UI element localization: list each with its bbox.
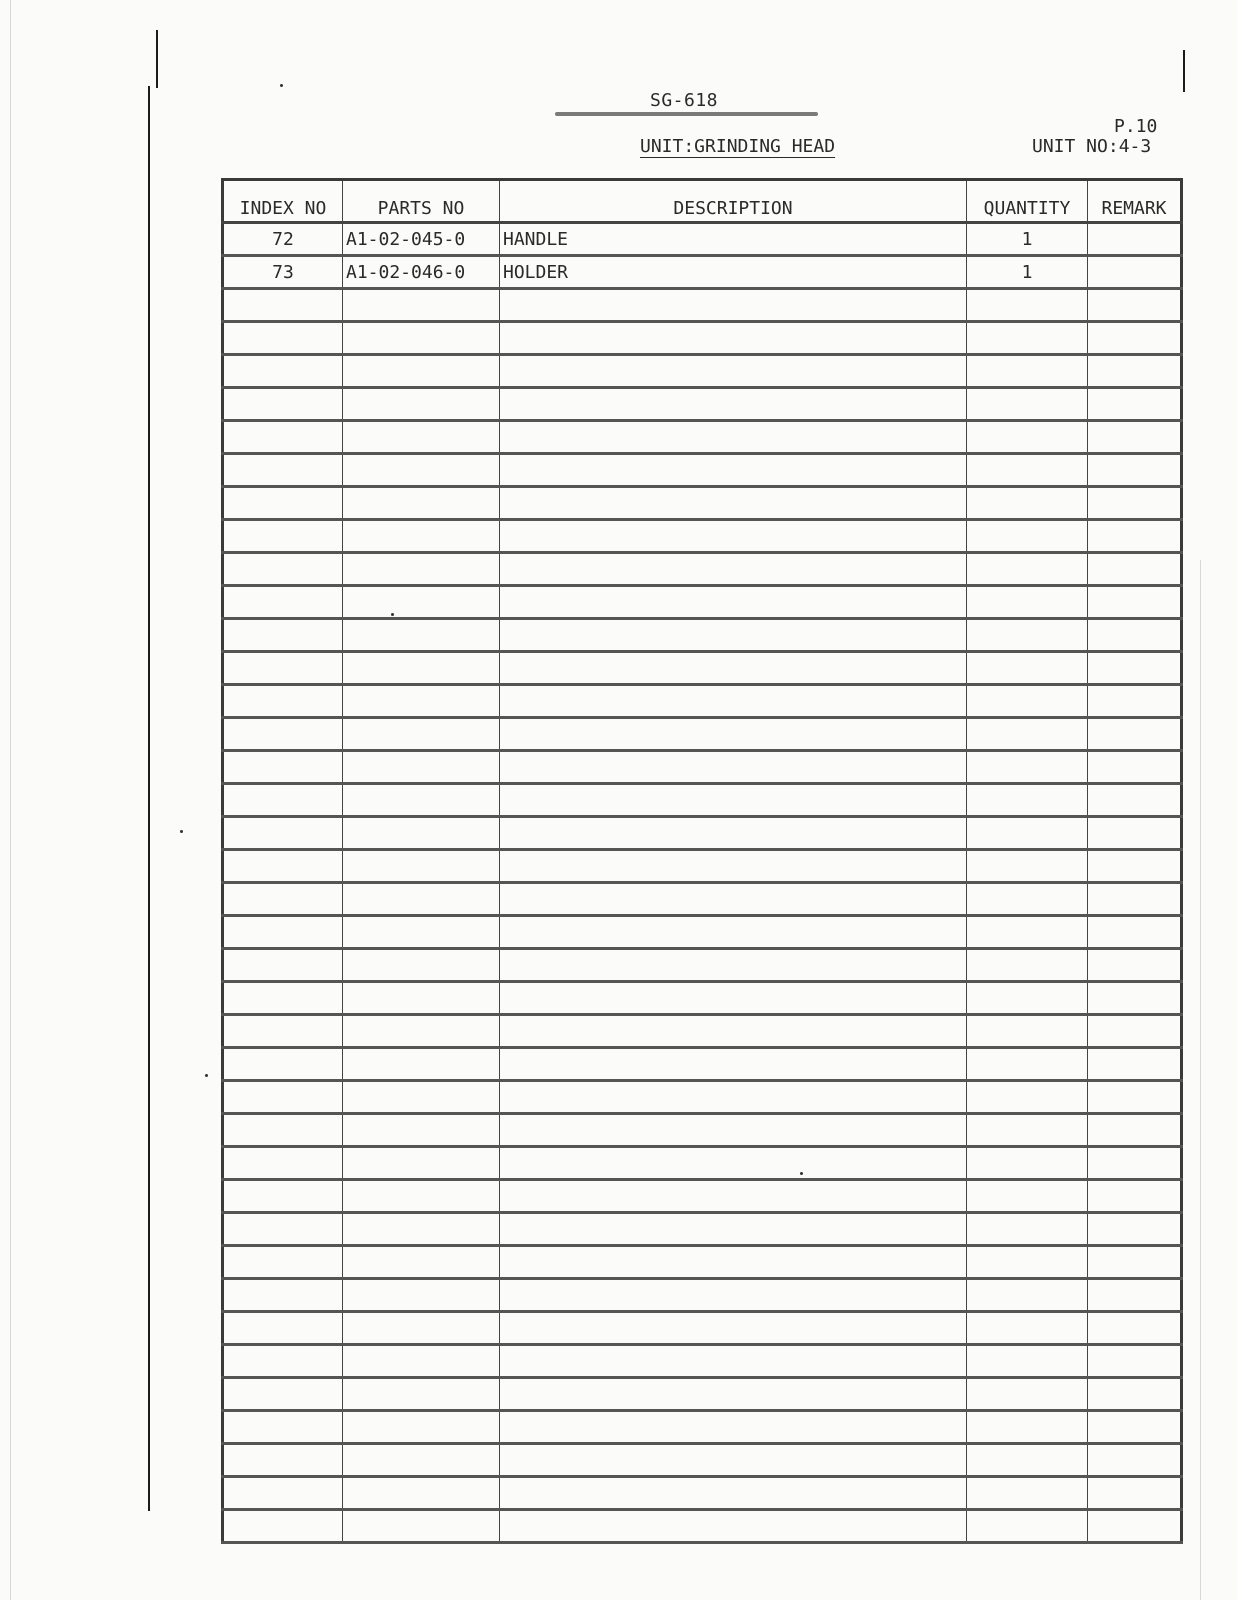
blank-cell [500,1510,967,1543]
blank-cell [343,1345,500,1378]
blank-cell [967,718,1088,751]
blank-cell [500,1411,967,1444]
blank-table-row [223,817,1182,850]
blank-table-row [223,454,1182,487]
blank-cell [1088,850,1182,883]
blank-cell [967,1081,1088,1114]
blank-cell [223,619,343,652]
blank-cell [1088,487,1182,520]
blank-cell [500,916,967,949]
blank-cell [500,652,967,685]
blank-cell [1088,586,1182,619]
blank-cell [343,1279,500,1312]
blank-table-row [223,1048,1182,1081]
blank-cell [967,1048,1088,1081]
blank-cell [500,487,967,520]
blank-cell [343,850,500,883]
blank-table-row [223,520,1182,553]
blank-cell [1088,1378,1182,1411]
blank-cell [500,685,967,718]
blank-cell [967,355,1088,388]
blank-cell [1088,1510,1182,1543]
blank-cell [967,817,1088,850]
blank-cell [1088,553,1182,586]
blank-cell [223,949,343,982]
right-edge-mark [1183,50,1185,92]
blank-table-row [223,685,1182,718]
cell-description: HANDLE [500,223,967,256]
blank-cell [500,520,967,553]
column-header-parts-no: PARTS NO [343,180,500,223]
cell-parts-no: A1-02-045-0 [343,223,500,256]
blank-table-row [223,916,1182,949]
blank-cell [967,454,1088,487]
blank-cell [1088,1477,1182,1510]
blank-cell [1088,1279,1182,1312]
page-number: P.10 [1114,116,1158,137]
blank-cell [1088,883,1182,916]
blank-table-row [223,487,1182,520]
blank-cell [223,1279,343,1312]
blank-cell [1088,685,1182,718]
blank-cell [343,817,500,850]
blank-table-row [223,652,1182,685]
blank-cell [967,1114,1088,1147]
blank-cell [223,289,343,322]
blank-cell [967,619,1088,652]
blank-cell [967,916,1088,949]
blank-cell [343,289,500,322]
blank-cell [1088,817,1182,850]
blank-table-row [223,1015,1182,1048]
blank-cell [967,652,1088,685]
blank-table-row [223,1510,1182,1543]
blank-cell [500,553,967,586]
blank-cell [1088,1015,1182,1048]
blank-cell [967,982,1088,1015]
blank-cell [1088,1411,1182,1444]
blank-cell [1088,652,1182,685]
blank-cell [1088,1312,1182,1345]
blank-table-row [223,1114,1182,1147]
blank-cell [500,1048,967,1081]
blank-cell [500,1114,967,1147]
scan-speck [280,84,283,87]
blank-table-row [223,619,1182,652]
blank-cell [967,685,1088,718]
blank-table-row [223,1081,1182,1114]
blank-cell [1088,751,1182,784]
scan-speck [180,830,183,833]
blank-cell [1088,949,1182,982]
blank-cell [967,1213,1088,1246]
blank-cell [223,1510,343,1543]
blank-cell [500,751,967,784]
blank-cell [1088,718,1182,751]
cell-quantity: 1 [967,223,1088,256]
blank-table-row [223,751,1182,784]
blank-cell [223,784,343,817]
blank-cell [1088,1147,1182,1180]
blank-cell [967,850,1088,883]
blank-cell [223,454,343,487]
blank-cell [343,487,500,520]
blank-cell [967,421,1088,454]
blank-cell [223,553,343,586]
blank-cell [500,1180,967,1213]
blank-cell [967,553,1088,586]
blank-cell [223,718,343,751]
blank-cell [967,388,1088,421]
blank-cell [223,982,343,1015]
cell-remark [1088,256,1182,289]
blank-cell [343,1444,500,1477]
blank-cell [967,1510,1088,1543]
blank-cell [223,1411,343,1444]
blank-cell [223,1345,343,1378]
blank-cell [1088,1180,1182,1213]
column-header-quantity: QUANTITY [967,180,1088,223]
blank-cell [1088,454,1182,487]
blank-cell [343,949,500,982]
column-header-remark: REMARK [1088,180,1182,223]
blank-cell [223,1477,343,1510]
blank-cell [1088,1213,1182,1246]
blank-cell [500,982,967,1015]
blank-cell [500,1312,967,1345]
blank-table-row [223,1378,1182,1411]
cell-quantity: 1 [967,256,1088,289]
blank-table-row [223,1345,1182,1378]
table-row [223,256,1182,289]
blank-table-row [223,784,1182,817]
blank-table-row [223,1477,1182,1510]
blank-cell [967,1411,1088,1444]
blank-cell [500,388,967,421]
blank-cell [223,520,343,553]
blank-cell [500,1345,967,1378]
blank-cell [500,1444,967,1477]
blank-cell [223,652,343,685]
blank-table-row [223,883,1182,916]
blank-cell [343,751,500,784]
blank-cell [223,355,343,388]
blank-cell [967,949,1088,982]
blank-table-row [223,1444,1182,1477]
blank-cell [343,553,500,586]
blank-cell [1088,289,1182,322]
blank-cell [223,1180,343,1213]
table-row [223,223,1182,256]
blank-cell [1088,322,1182,355]
unit-title: UNIT:GRINDING HEAD [640,136,836,157]
blank-cell [223,883,343,916]
document-id-rule [555,112,818,116]
blank-cell [500,1279,967,1312]
blank-cell [343,1114,500,1147]
blank-table-row [223,421,1182,454]
blank-cell [500,1477,967,1510]
blank-cell [223,1081,343,1114]
blank-cell [967,1312,1088,1345]
blank-cell [223,751,343,784]
blank-cell [967,1444,1088,1477]
blank-cell [500,586,967,619]
blank-cell [500,1246,967,1279]
blank-cell [500,289,967,322]
blank-cell [967,1279,1088,1312]
blank-table-row [223,1246,1182,1279]
blank-cell [967,1378,1088,1411]
blank-cell [223,1147,343,1180]
scan-speck [205,1074,208,1077]
blank-cell [343,355,500,388]
blank-cell [500,1015,967,1048]
blank-cell [343,784,500,817]
blank-table-row [223,1279,1182,1312]
blank-cell [223,388,343,421]
blank-cell [343,586,500,619]
blank-cell [223,1015,343,1048]
blank-table-row [223,949,1182,982]
blank-table-row [223,553,1182,586]
blank-cell [967,784,1088,817]
blank-cell [500,1081,967,1114]
blank-cell [223,1444,343,1477]
column-header-description: DESCRIPTION [500,180,967,223]
blank-cell [1088,1048,1182,1081]
blank-cell [343,1081,500,1114]
blank-cell [967,289,1088,322]
blank-cell [500,619,967,652]
blank-cell [500,355,967,388]
blank-cell [223,817,343,850]
blank-cell [967,1015,1088,1048]
blank-table-row [223,322,1182,355]
blank-cell [500,1213,967,1246]
blank-cell [343,454,500,487]
blank-cell [967,1147,1088,1180]
blank-cell [1088,1114,1182,1147]
blank-cell [1088,619,1182,652]
column-header-index-no: INDEX NO [223,180,343,223]
blank-cell [343,388,500,421]
blank-cell [1088,1081,1182,1114]
blank-cell [1088,982,1182,1015]
blank-cell [500,949,967,982]
blank-cell [500,322,967,355]
scan-edge-line [10,0,11,1600]
blank-cell [1088,355,1182,388]
blank-cell [967,322,1088,355]
binding-margin-line [148,86,150,1511]
blank-cell [343,718,500,751]
cell-parts-no: A1-02-046-0 [343,256,500,289]
blank-cell [967,487,1088,520]
blank-cell [967,1246,1088,1279]
blank-cell [343,1180,500,1213]
blank-cell [967,1180,1088,1213]
blank-table-row [223,1312,1182,1345]
blank-cell [1088,421,1182,454]
blank-table-row [223,982,1182,1015]
blank-cell [500,1147,967,1180]
blank-cell [223,1378,343,1411]
blank-cell [500,817,967,850]
cell-remark [1088,223,1182,256]
blank-cell [223,322,343,355]
blank-table-row [223,586,1182,619]
parts-list-table [221,178,1183,1544]
blank-cell [343,1378,500,1411]
blank-cell [500,454,967,487]
blank-cell [500,1378,967,1411]
blank-cell [343,1015,500,1048]
blank-cell [500,883,967,916]
blank-cell [223,850,343,883]
blank-cell [1088,1444,1182,1477]
blank-cell [223,1048,343,1081]
blank-cell [500,784,967,817]
blank-table-row [223,1147,1182,1180]
blank-cell [223,421,343,454]
blank-cell [343,916,500,949]
blank-cell [223,685,343,718]
blank-cell [1088,388,1182,421]
blank-cell [343,982,500,1015]
scan-edge-line-right [1200,560,1201,1600]
blank-cell [343,1246,500,1279]
blank-cell [343,322,500,355]
blank-cell [223,586,343,619]
blank-cell [223,1213,343,1246]
blank-cell [343,652,500,685]
blank-cell [343,685,500,718]
blank-cell [967,520,1088,553]
blank-cell [967,586,1088,619]
table-header-row [223,180,1182,223]
blank-table-row [223,289,1182,322]
document-id: SG-618 [650,90,719,111]
blank-cell [343,1048,500,1081]
blank-cell [343,421,500,454]
blank-cell [967,1477,1088,1510]
blank-cell [343,520,500,553]
blank-cell [343,1213,500,1246]
blank-cell [223,1312,343,1345]
blank-cell [343,1510,500,1543]
blank-cell [1088,1345,1182,1378]
blank-cell [343,1312,500,1345]
blank-cell [343,883,500,916]
blank-cell [500,718,967,751]
blank-table-row [223,355,1182,388]
blank-cell [967,1345,1088,1378]
cell-index-no: 72 [223,223,343,256]
blank-cell [343,1411,500,1444]
blank-cell [223,1246,343,1279]
unit-number: UNIT NO:4-3 [1032,136,1152,157]
blank-cell [1088,916,1182,949]
blank-cell [500,421,967,454]
blank-table-row [223,718,1182,751]
cell-index-no: 73 [223,256,343,289]
blank-cell [223,916,343,949]
blank-cell [343,619,500,652]
binding-margin-tick [156,30,158,88]
blank-cell [1088,784,1182,817]
blank-table-row [223,1180,1182,1213]
cell-description: HOLDER [500,256,967,289]
blank-cell [1088,520,1182,553]
blank-cell [967,883,1088,916]
blank-table-row [223,850,1182,883]
blank-cell [343,1147,500,1180]
blank-cell [1088,1246,1182,1279]
blank-cell [967,751,1088,784]
blank-table-row [223,1411,1182,1444]
blank-cell [500,850,967,883]
blank-table-row [223,1213,1182,1246]
blank-cell [223,1114,343,1147]
blank-cell [223,487,343,520]
blank-cell [343,1477,500,1510]
blank-table-row [223,388,1182,421]
